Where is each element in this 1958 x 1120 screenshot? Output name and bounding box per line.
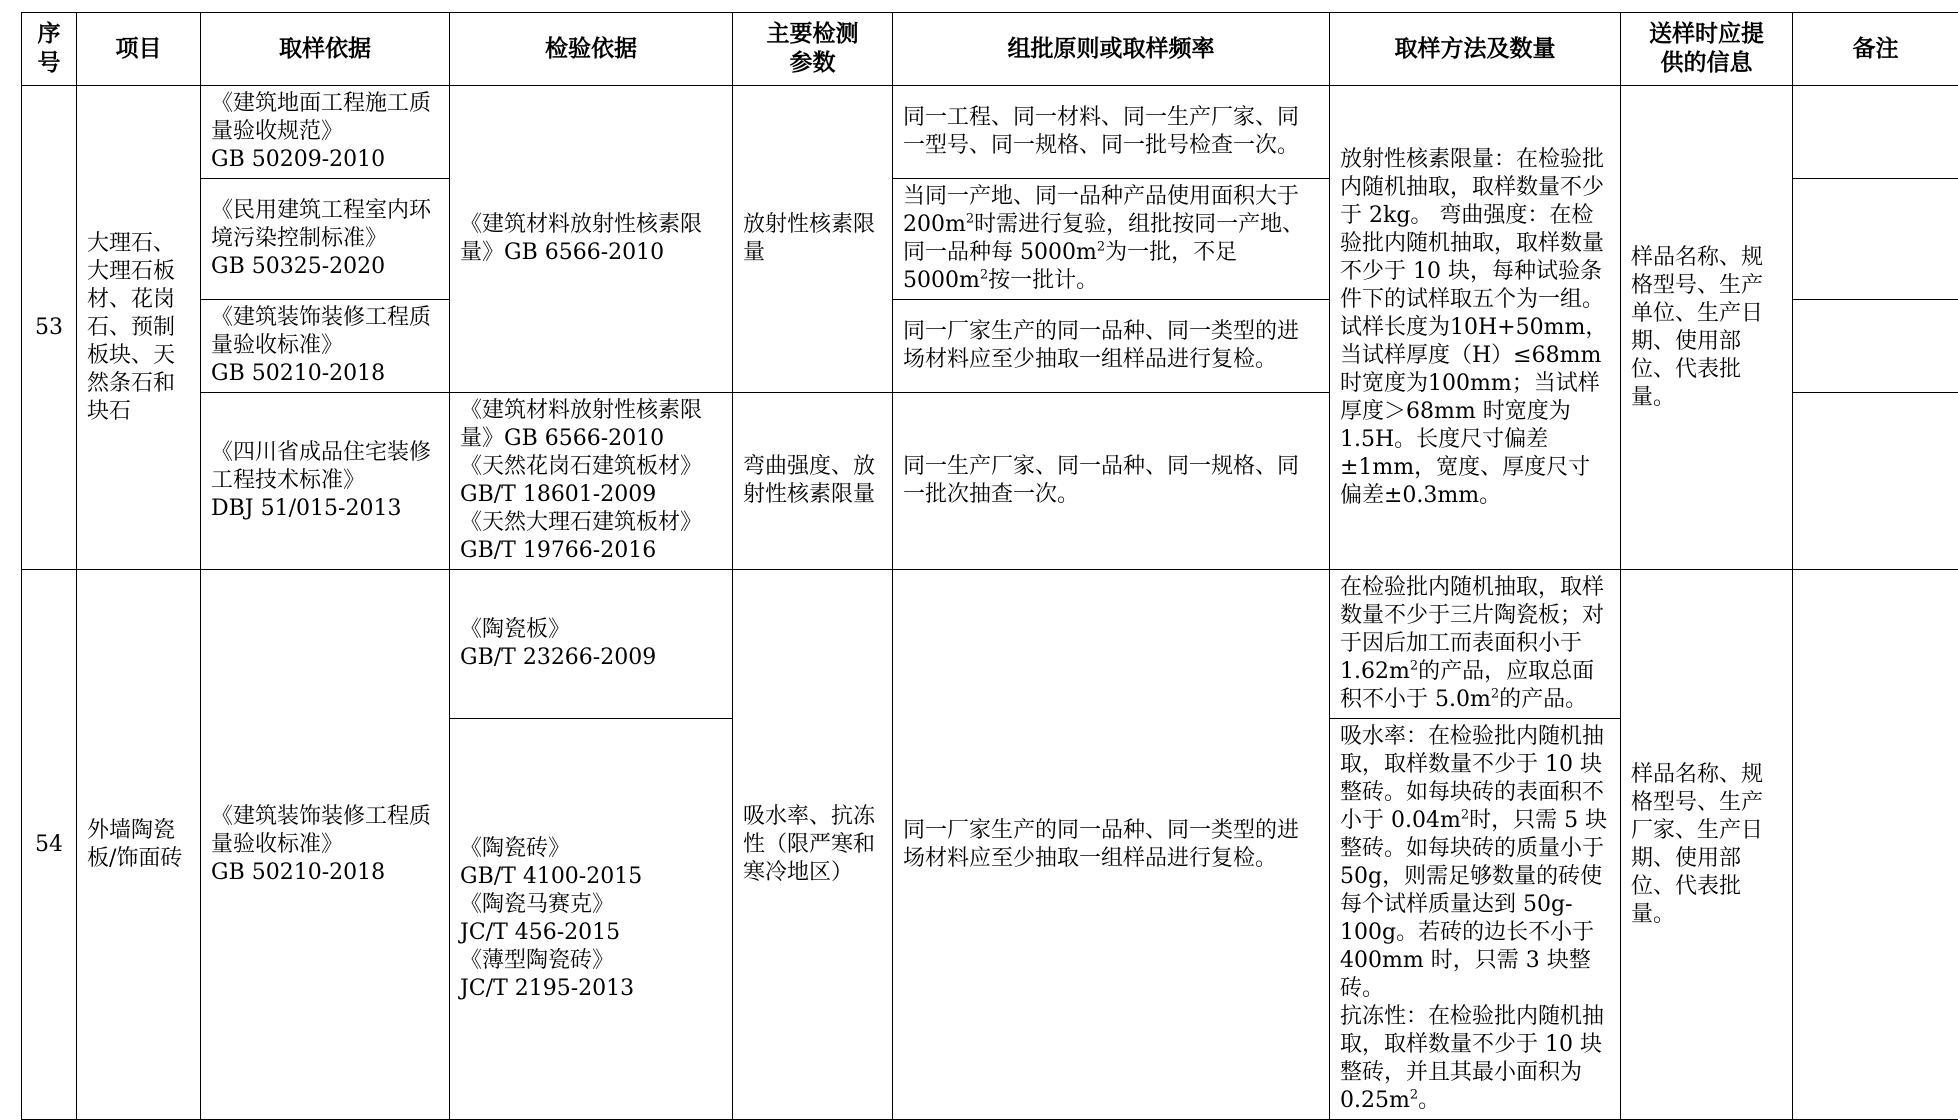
sampling-basis-cell: 《建筑装饰装修工程质量验收标准》 GB 50210-2018 [201, 570, 450, 1120]
header-row [22, 13, 1958, 86]
superscript: 2 [1410, 1088, 1418, 1103]
method-text: 。 [1418, 1088, 1440, 1113]
method-text: 时，只需 5 块整砖。如每块砖的质量小于50g，则需足够数量的砖使每个试样质量达到 50g-100g。若砖的边长不小于400mm 时，只需 3 块整砖。 抗冻性：在检验批内随机抽取，取样数量不少于 10 块整砖，并且其最小面积为0.25m [1340, 808, 1607, 1113]
header-test-basis: 检验依据 [450, 13, 733, 86]
header-batch-principle: 组批原则或取样频率 [893, 13, 1330, 86]
test-basis-cell: 《陶瓷板》 GB/T 23266-2009 [450, 570, 733, 719]
superscript: 2 [1461, 808, 1469, 823]
params-cell: 吸水率、抗冻性（限严寒和寒冷地区） [733, 570, 893, 1120]
sampling-standards-table [21, 12, 1958, 1120]
seq-cell: 53 [22, 86, 77, 570]
header-main-params: 主要检测 参数 [733, 13, 893, 86]
sampling-method-cell [1330, 719, 1621, 1120]
info-cell: 样品名称、规格型号、生产单位、生产日期、使用部位、代表批量。 [1621, 86, 1793, 570]
superscript: 2 [980, 268, 988, 283]
info-cell: 样品名称、规格型号、生产厂家、生产日期、使用部位、代表批量。 [1621, 570, 1793, 1120]
remarks-cell [1793, 570, 1958, 1120]
table-row [22, 570, 1958, 719]
batch-cell: 同一工程、同一材料、同一生产厂家、同一型号、同一规格、同一批号检查一次。 [893, 86, 1330, 179]
batch-cell [893, 179, 1330, 300]
batch-text: 时需进行复验，组批按同一产地、同一品种每 5000m [903, 212, 1304, 265]
test-basis-cell: 《陶瓷砖》 GB/T 4100-2015 《陶瓷马赛克》 JC/T 456-2015 《薄型陶瓷砖》 JC/T 2195-2013 [450, 719, 733, 1120]
method-text: 的产品。 [1499, 687, 1587, 712]
method-text: 的产品，应取总面积不小于 5.0m [1340, 659, 1594, 712]
header-info: 送样时应提 供的信息 [1621, 13, 1793, 86]
params-cell: 放射性核素限量 [733, 86, 893, 393]
superscript: 2 [1097, 240, 1105, 255]
sampling-basis-cell: 《建筑装饰装修工程质量验收标准》 GB 50210-2018 [201, 300, 450, 393]
remarks-cell [1793, 86, 1958, 179]
header-seq: 序 号 [22, 13, 77, 86]
header-remarks: 备注 [1793, 13, 1958, 86]
test-basis-cell: 《建筑材料放射性核素限量》GB 6566-2010 [450, 86, 733, 393]
superscript: 2 [1491, 687, 1499, 702]
test-basis-cell: 《建筑材料放射性核素限量》GB 6566-2010 《天然花岗石建筑板材》 GB/T 18601-2009 《天然大理石建筑板材》 GB/T 19766-2016 [450, 393, 733, 570]
remarks-cell [1793, 393, 1958, 570]
batch-text: 为一批，不足 5000m [903, 240, 1237, 293]
header-item: 项目 [77, 13, 201, 86]
batch-cell: 同一厂家生产的同一品种、同一类型的进场材料应至少抽取一组样品进行复检。 [893, 300, 1330, 393]
remarks-cell [1793, 300, 1958, 393]
batch-cell: 同一厂家生产的同一品种、同一类型的进场材料应至少抽取一组样品进行复检。 [893, 570, 1330, 1120]
batch-text: 按一批计。 [988, 268, 1098, 293]
sampling-method-cell: 放射性核素限量：在检验批内随机抽取，取样数量不少于 2kg。 弯曲强度：在检验批内随机抽取，取样数量不少于 10 块，每种试验条件下的试样取五个为一组。试样长度为10H+50mm，当试样厚度（H）≤68mm 时宽度为100mm；当试样厚度＞68mm 时宽度为 1.5H。长度尺寸偏差±1mm，宽度、厚度尺寸偏差±0.3mm。 [1330, 86, 1621, 570]
params-cell: 弯曲强度、放射性核素限量 [733, 393, 893, 570]
superscript: 2 [1410, 659, 1418, 674]
superscript: 2 [966, 212, 974, 227]
method-text: 在检验批内随机抽取，取样数量不少于三片陶瓷板；对于因后加工而表面积小于1.62m [1340, 575, 1604, 684]
sampling-basis-cell: 《四川省成品住宅装修工程技术标准》 DBJ 51/015-2013 [201, 393, 450, 570]
method-text: 吸水率：在检验批内随机抽取，取样数量不少于 10 块整砖。如每块砖的表面积不小于 0.04m [1340, 724, 1604, 833]
item-cell: 外墙陶瓷板/饰面砖 [77, 570, 201, 1120]
header-sampling-basis: 取样依据 [201, 13, 450, 86]
batch-cell: 同一生产厂家、同一品种、同一规格、同一批次抽查一次。 [893, 393, 1330, 570]
remarks-cell [1793, 179, 1958, 300]
item-cell: 大理石、大理石板材、花岗石、预制板块、天然条石和块石 [77, 86, 201, 570]
seq-cell: 54 [22, 570, 77, 1120]
sampling-method-cell [1330, 570, 1621, 719]
batch-text: 当同一产地、同一品种产品使用面积大于200m [903, 184, 1299, 237]
sampling-basis-cell: 《民用建筑工程室内环境污染控制标准》 GB 50325-2020 [201, 179, 450, 300]
header-sampling-method: 取样方法及数量 [1330, 13, 1621, 86]
sampling-basis-cell: 《建筑地面工程施工质量验收规范》 GB 50209-2010 [201, 86, 450, 179]
table-row [22, 86, 1958, 179]
